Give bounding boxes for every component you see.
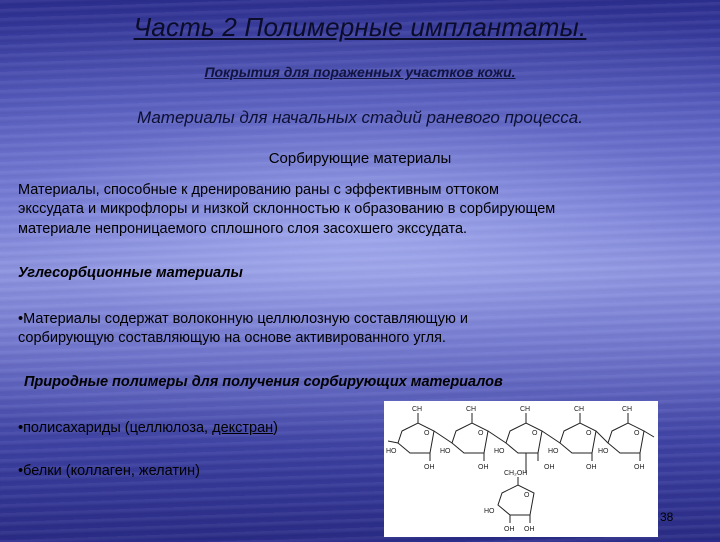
polysaccharides-prefix: •полисахариды (целлюлоза, xyxy=(18,420,213,436)
polysaccharides-item xyxy=(18,419,278,438)
carbon-bullet-line-2: сорбирующую составляющую на основе активированного угля. xyxy=(18,330,446,346)
carbon-heading: Углесорбционные материалы xyxy=(18,265,243,281)
oh-label-1: OH xyxy=(424,464,435,471)
ring-o-4: O xyxy=(586,430,592,437)
ho-label-6: HO xyxy=(484,508,495,515)
section-heading: Сорбирующие материалы xyxy=(268,150,452,167)
ring-o-6: O xyxy=(524,492,530,499)
natural-polymers-heading: Природные полимеры для получения сорбирующих материалов xyxy=(24,374,503,390)
oh-label-7: OH xyxy=(504,526,515,533)
ring-o-5: O xyxy=(634,430,640,437)
ho-label-3: HO xyxy=(494,448,505,455)
oh-label-4: OH xyxy=(586,464,597,471)
polysaccharides-suffix: ) xyxy=(273,420,279,436)
oh-label-3: OH xyxy=(544,464,555,471)
definition-line-2: экссудата и микрофлоры и низкой склонностью к образованию в сорбирующем xyxy=(18,201,556,217)
oh-label-6: OH xyxy=(524,526,535,533)
oh-label-5: OH xyxy=(634,464,645,471)
ch2-label-3: CH xyxy=(520,406,531,413)
carbon-bullet-line-1: •Материалы содержат волоконную целлюлозную составляющую и xyxy=(18,311,469,327)
ho-label-1: HO xyxy=(386,448,397,455)
polysaccharide-structure-image xyxy=(384,401,658,537)
definition-line-1: Материалы, способные к дренированию раны с эффективным оттоком xyxy=(18,182,500,198)
polysaccharide-structure-diagram xyxy=(384,401,658,537)
ring-o-2: O xyxy=(478,430,484,437)
ch2oh-label: CH₂OH xyxy=(504,470,528,477)
ring-o-3: O xyxy=(532,430,538,437)
stage-heading: Материалы для начальных стадий раневого процесса. xyxy=(137,108,583,127)
ho-label-4: HO xyxy=(548,448,559,455)
definition-line-3: материале непроницаемого сплошного слоя засохшего экссудата. xyxy=(18,221,468,237)
proteins-item: •белки (коллаген, желатин) xyxy=(18,463,200,479)
ch2-label-4: CH xyxy=(574,406,585,413)
ch2-label-5: CH xyxy=(622,406,633,413)
slide-subtitle: Покрытия для пораженных участков кожи. xyxy=(204,64,516,80)
ho-label-2: HO xyxy=(440,448,451,455)
dextran-link[interactable]: декстран xyxy=(212,420,274,436)
ch2-label-2: CH xyxy=(466,406,477,413)
ring-o-1: O xyxy=(424,430,430,437)
ch2-label-1: CH xyxy=(412,406,423,413)
page-number: 38 xyxy=(660,510,674,524)
ho-label-5: HO xyxy=(598,448,609,455)
slide-title: Часть 2 Полимерные имплантаты. xyxy=(133,12,587,42)
oh-label-2: OH xyxy=(478,464,489,471)
